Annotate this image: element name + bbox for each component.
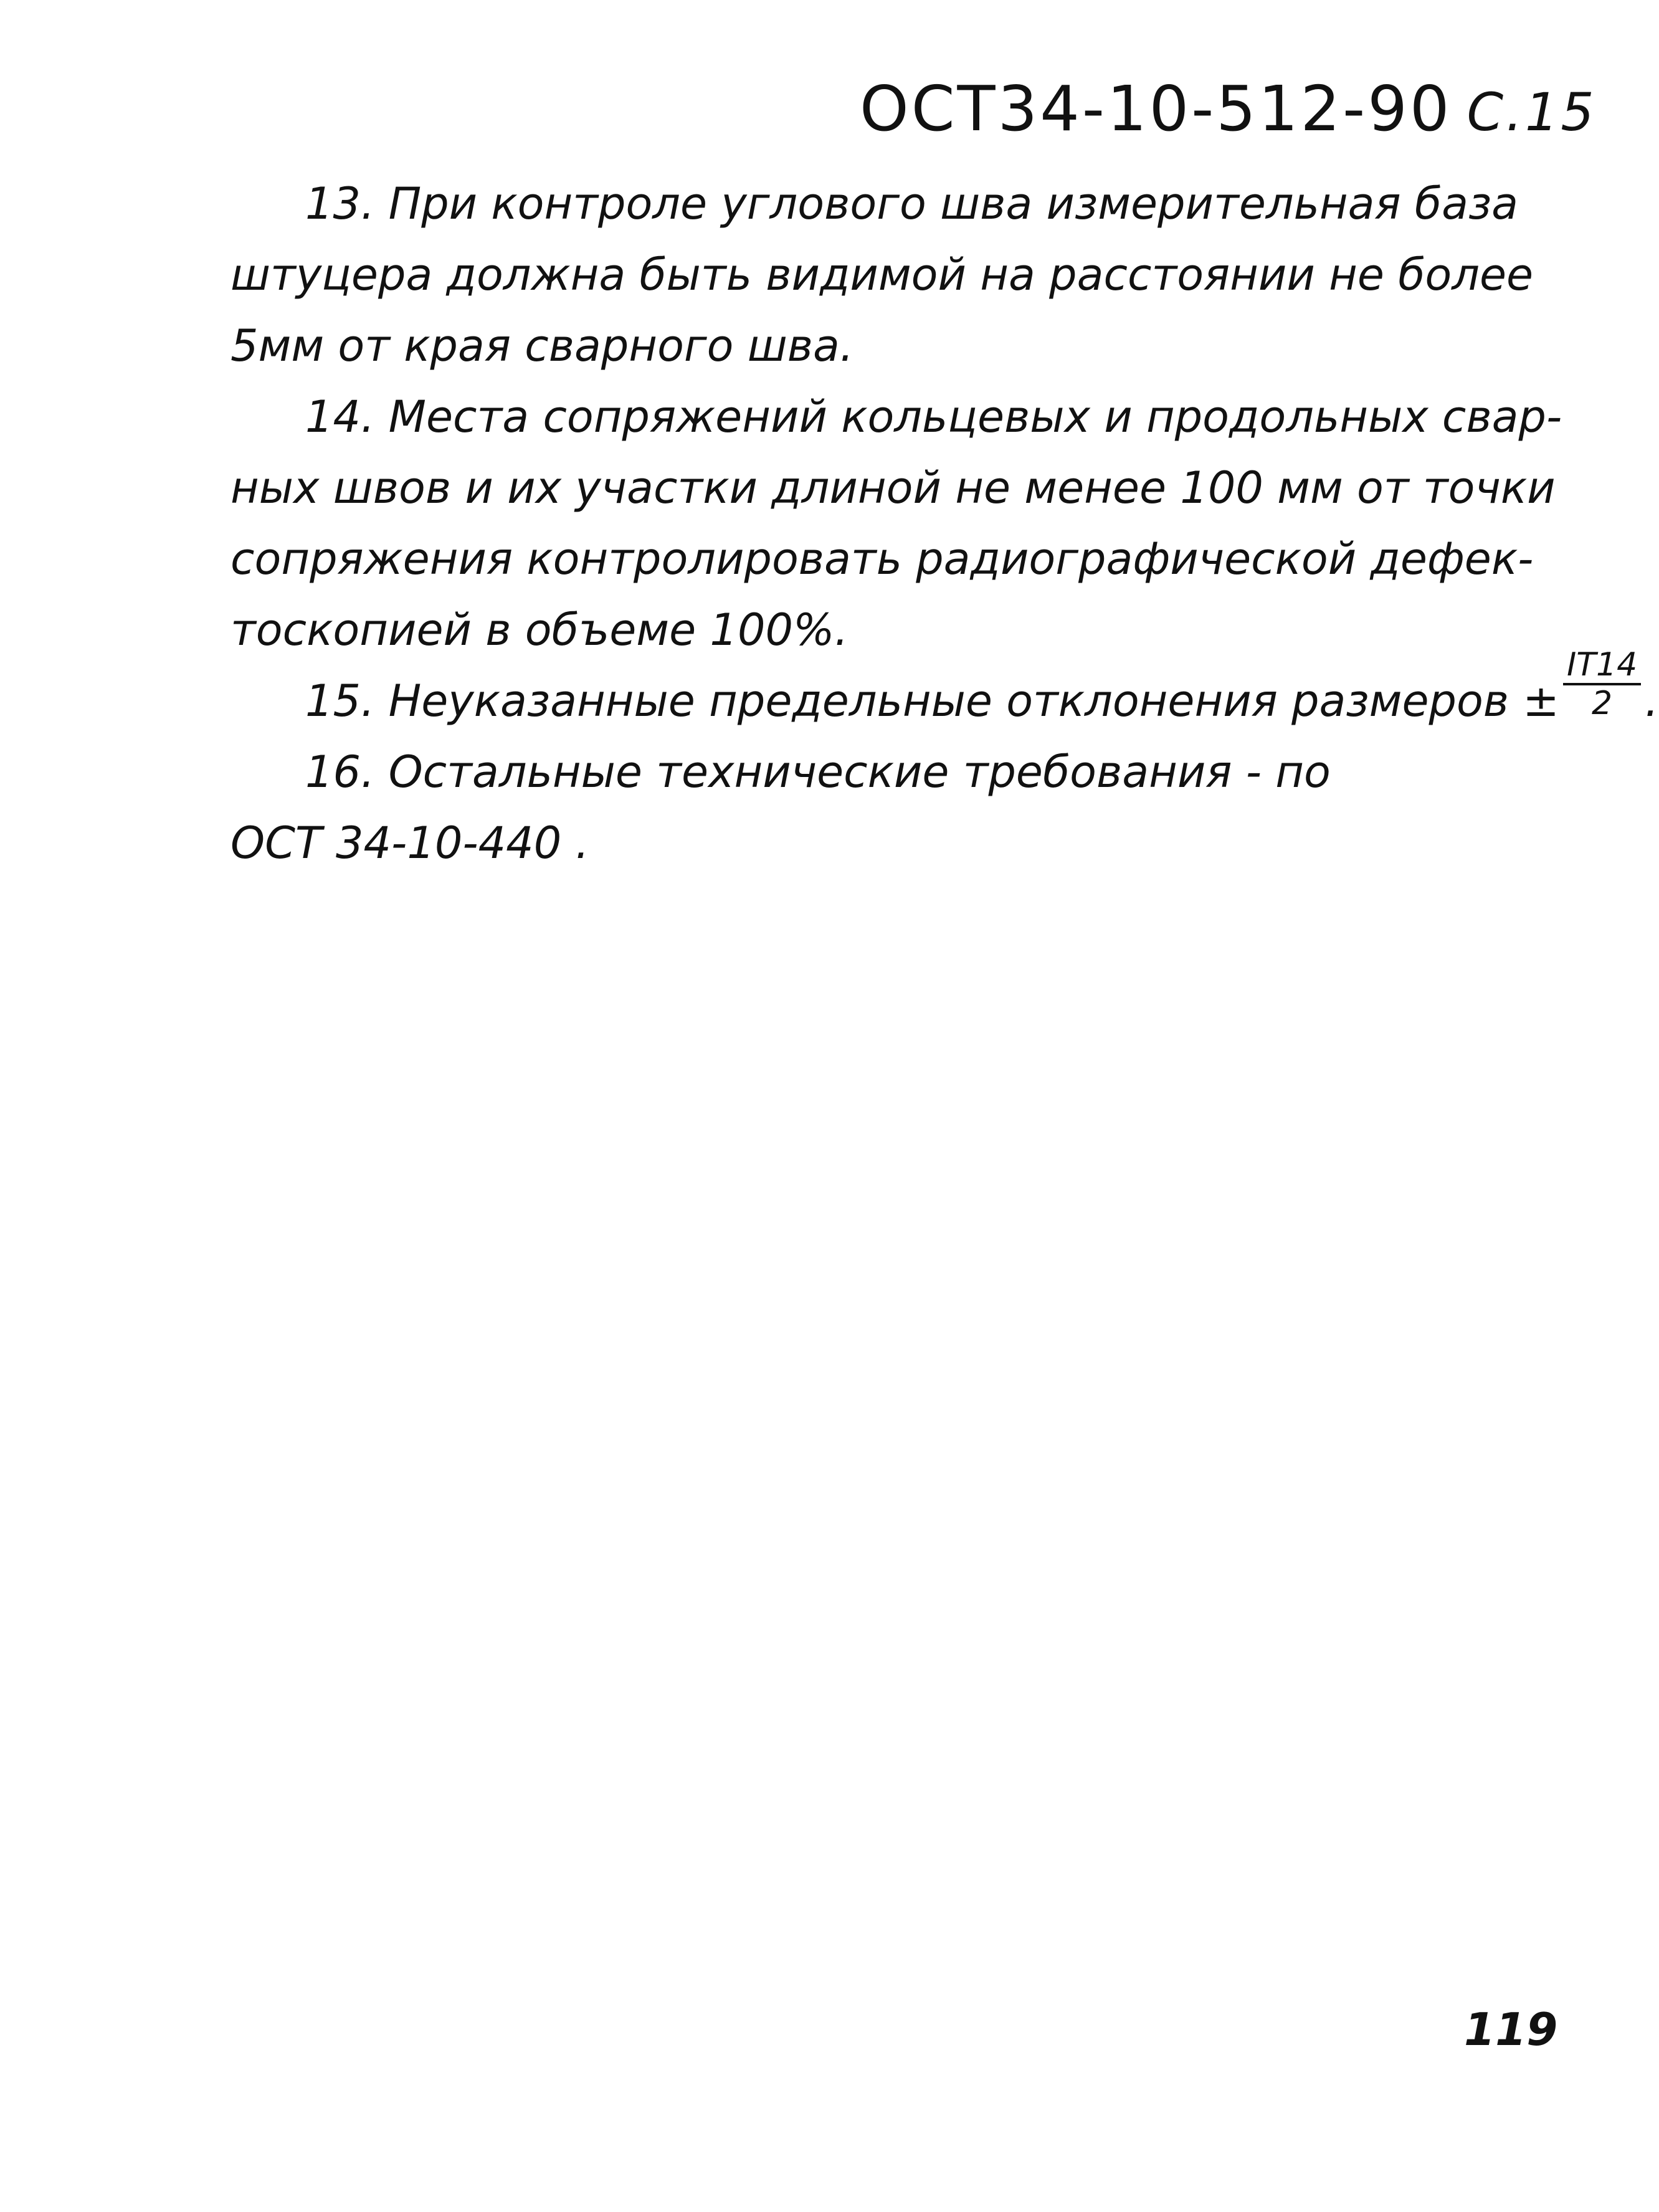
text-line: тоскопией в объеме 100%. <box>231 604 849 655</box>
text-line: штуцера должна быть видимой на расстоянии не более <box>231 249 1534 300</box>
tolerance-end: . <box>1645 675 1659 727</box>
paragraph-13 <box>231 168 1534 381</box>
paragraph-14 <box>231 381 1562 665</box>
requirements-text <box>231 168 1659 879</box>
text-line: 14. Места сопряжений кольцевых и продольных свар- <box>305 391 1562 442</box>
fraction-denominator: 2 <box>1592 684 1613 722</box>
page-number: 119 <box>1464 2003 1558 2056</box>
text-line <box>231 646 1659 737</box>
text-line: сопряжения контролировать радиографической дефек- <box>231 533 1534 584</box>
text-line: ОСТ 34-10-440 . <box>231 818 589 869</box>
sheet-number: С.15 <box>1466 82 1597 143</box>
text-line: 13. При контроле углового шва измерительная база <box>305 178 1519 229</box>
fraction-numerator: IT14 <box>1563 647 1641 685</box>
tolerance-text: 15. Неуказанные предельные отклонения размеров ± <box>305 675 1559 727</box>
document-code: ОСТ34-10-512-90 <box>860 72 1452 145</box>
document-code-header <box>860 72 1597 145</box>
paragraph-15 <box>231 646 1659 737</box>
tolerance-fraction <box>1563 647 1641 722</box>
text-line: ных швов и их участки длиной не менее 100 мм от точки <box>231 462 1556 513</box>
text-line: 16. Остальные технические требования - по <box>305 746 1331 798</box>
text-line: 5мм от края сварного шва. <box>231 320 854 371</box>
paragraph-16 <box>231 737 1452 879</box>
